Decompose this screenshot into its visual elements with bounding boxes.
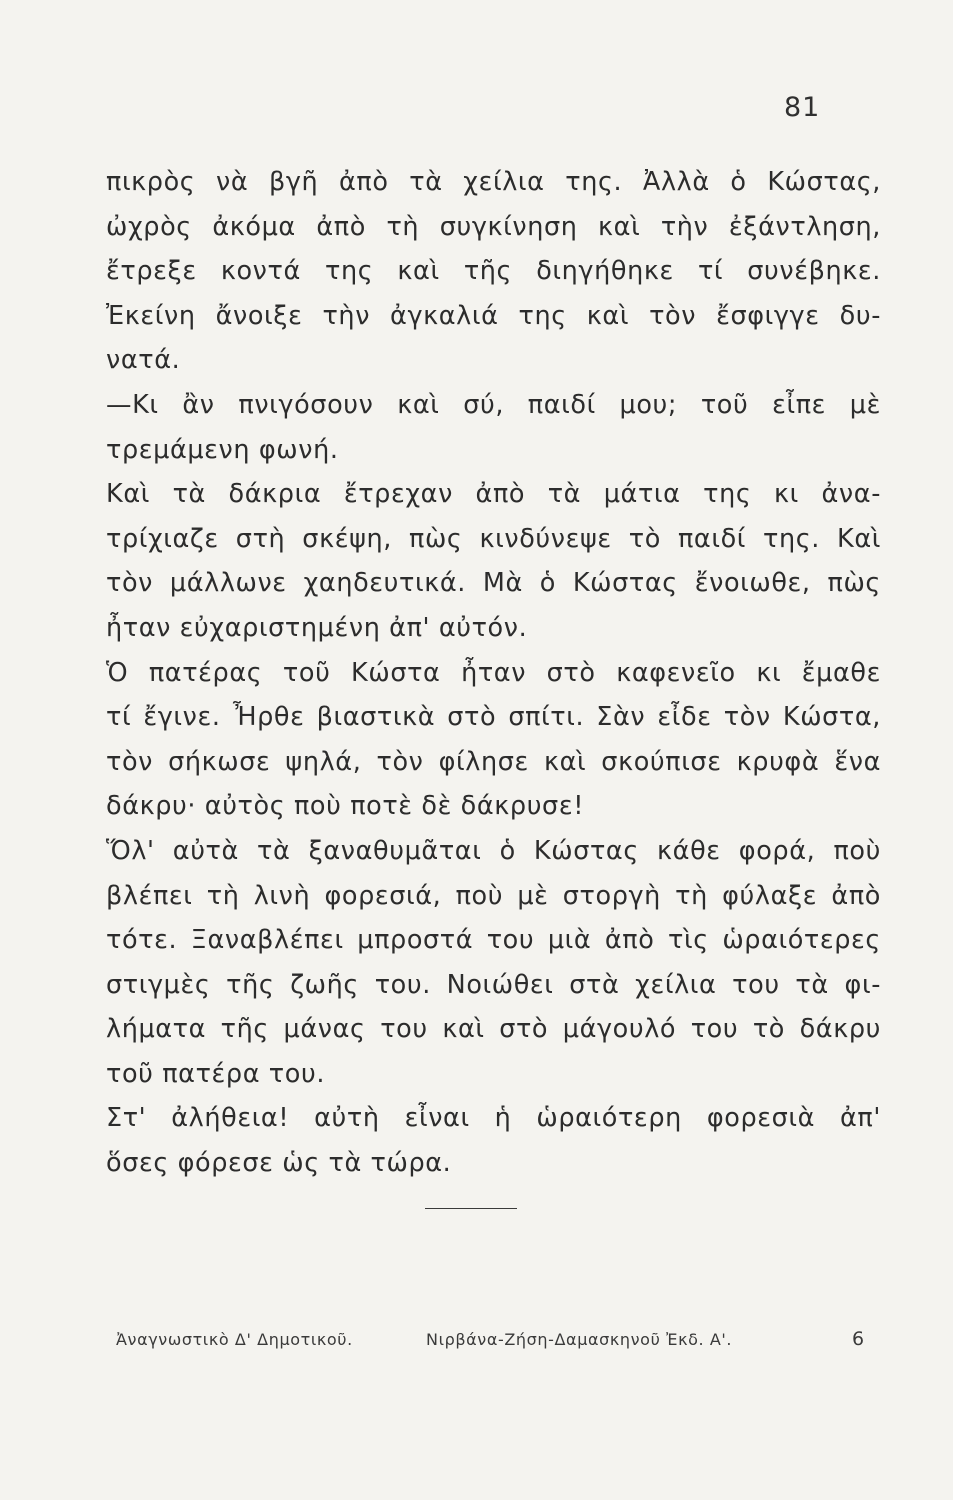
text-line: βλέπει τὴ λινὴ φορεσιά, ποὺ μὲ στοργὴ τὴ φύλαξε ἀπὸ <box>106 880 881 911</box>
page-footer <box>116 1330 876 1349</box>
text-line: ὅσες φόρεσε ὡς τὰ τώρα. <box>106 1148 452 1179</box>
body-text <box>106 160 881 1186</box>
text-line: δάκρυ· αὐτὸς ποὺ ποτὲ δὲ δάκρυσε! <box>106 791 585 822</box>
text-line: τρίχιαζε στὴ σκέψη, πὼς κινδύνεψε τὸ παιδί της. Καὶ <box>106 523 881 554</box>
text-line: τὸν μάλλωνε χαηδευτικά. Μὰ ὁ Κώστας ἔνοιωθε, πὼς <box>106 568 881 599</box>
text-line: τοῦ πατέρα του. <box>106 1058 326 1089</box>
text-line: Ἐκείνη ἄνοιξε τὴν ἀγκαλιά της καὶ τὸν ἔσφιγγε δυ- <box>106 300 881 331</box>
text-line: τρεμάμενη φωνή. <box>106 434 339 465</box>
text-line: τὸν σήκωσε ψηλά, τὸν φίλησε καὶ σκούπισε κρυφὰ ἕνα <box>106 746 881 777</box>
section-divider <box>425 1208 517 1209</box>
text-line: ἔτρεξε κοντά της καὶ τῆς διηγήθηκε τί συνέβηκε. <box>106 256 881 287</box>
footer-signature-mark: 6 <box>852 1328 865 1350</box>
text-line: λήματα τῆς μάνας του καὶ στὸ μάγουλό του τὸ δάκρυ <box>106 1014 881 1045</box>
text-line: τί ἔγινε. Ἦρθε βιαστικὰ στὸ σπίτι. Σὰν εἶδε τὸν Κώστα, <box>106 702 881 733</box>
text-line: —Κι ἂν πνιγόσουν καὶ σύ, παιδί μου; τοῦ εἶπε μὲ <box>106 389 881 420</box>
text-line: Ὁ πατέρας τοῦ Κώστα ἦταν στὸ καφενεῖο κι ἔμαθε <box>106 657 881 688</box>
text-line: Στ' ἀλήθεια! αὐτὴ εἶναι ἡ ὡραιότερη φορεσιὰ ἀπ' <box>106 1103 881 1134</box>
text-line: νατά. <box>106 345 181 376</box>
text-line: Καὶ τὰ δάκρια ἔτρεχαν ἀπὸ τὰ μάτια της κι ἀνα- <box>106 479 881 510</box>
text-line: πικρὸς νὰ βγῆ ἀπὸ τὰ χείλια της. Ἀλλὰ ὁ Κώστας, <box>106 167 881 197</box>
text-line: Ὅλ' αὐτὰ τὰ ξαναθυμᾶται ὁ Κώστας κάθε φορά, ποὺ <box>106 835 881 866</box>
text-line: ἦταν εὐχαριστημένη ἀπ' αὐτόν. <box>106 612 528 643</box>
page-number: 81 <box>784 92 821 123</box>
footer-authors: Νιρβάνα-Ζήση-Δαμασκηνοῦ Ἐκδ. Α'. <box>426 1330 733 1349</box>
text-line: ὠχρὸς ἀκόμα ἀπὸ τὴ συγκίνηση καὶ τὴν ἐξάντληση, <box>106 211 881 242</box>
footer-book-title: Ἀναγνωστικὸ Δ' Δημοτικοῦ. <box>116 1330 353 1349</box>
text-line: τότε. Ξαναβλέπει μπροστά του μιὰ ἀπὸ τὶς ὡραιότερες <box>106 925 881 956</box>
text-line: στιγμὲς τῆς ζωῆς του. Νοιώθει στὰ χείλια του τὰ φι- <box>106 969 881 1000</box>
